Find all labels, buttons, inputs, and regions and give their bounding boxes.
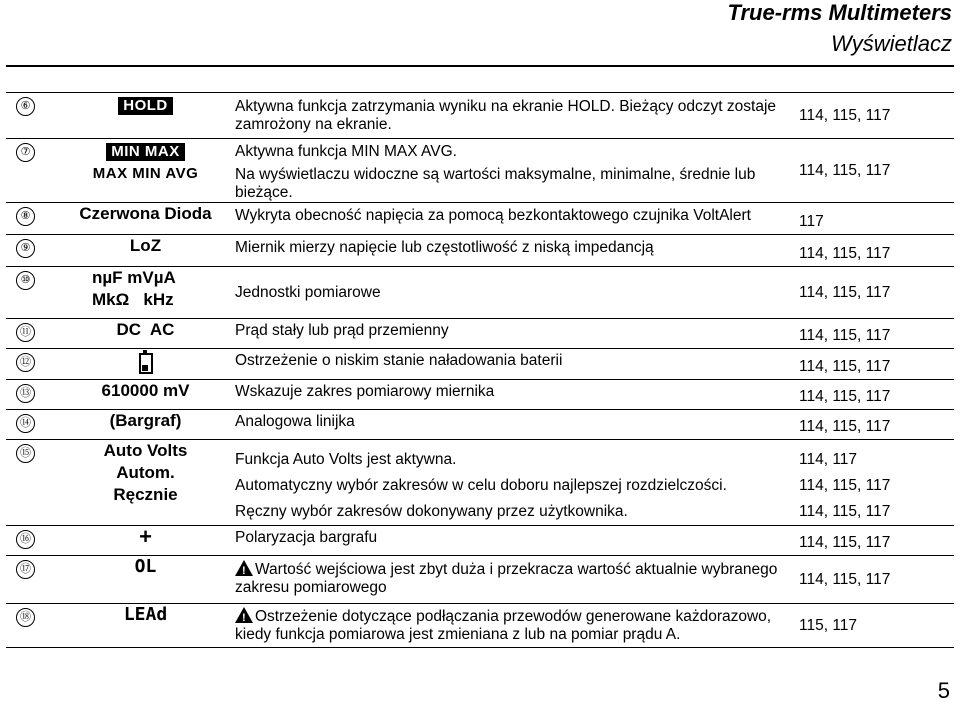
- row-description: Automatyczny wybór zakresów w celu doboru najlepszej rozdzielczości.: [235, 477, 727, 494]
- red-diode-symbol: Czerwona Dioda: [79, 204, 212, 223]
- row-models: 114, 115, 117: [799, 245, 891, 262]
- row-description: Aktywna funkcja MIN MAX AVG.: [235, 143, 457, 160]
- table-row: [6, 267, 954, 319]
- table-row: [6, 235, 954, 267]
- lead-symbol: LEAd: [123, 604, 168, 625]
- table-row: [6, 380, 954, 410]
- row-models: 114, 115, 117: [799, 477, 891, 494]
- loz-symbol: LoZ: [129, 236, 162, 255]
- row-description: Funkcja Auto Volts jest aktywna.: [235, 451, 457, 468]
- table-row: [6, 410, 954, 440]
- auto-volts-symbol: Auto Volts: [103, 441, 188, 460]
- plus-icon: +: [139, 524, 152, 549]
- dc-ac-symbol: DC AC: [116, 320, 175, 339]
- overload-symbol: OL: [134, 556, 157, 577]
- table-row: [6, 93, 954, 139]
- row-models: 114, 117: [799, 451, 858, 468]
- row-description: Polaryzacja bargrafu: [235, 529, 378, 546]
- table-row: [6, 319, 954, 349]
- min-max-symbol: MIN MAX: [106, 143, 185, 161]
- table-row: [6, 526, 954, 556]
- row-number: ⑯: [16, 530, 35, 549]
- row-models: 114, 115, 117: [799, 106, 891, 124]
- row-description: Aktywna funkcja zatrzymania wyniku na ekranie HOLD. Bieżący odczyt zostaje zamrożony na ekranie.: [235, 98, 777, 133]
- row-description: Na wyświetlaczu widoczne są wartości maksymalne, minimalne, średnie lub bieżące.: [235, 166, 756, 201]
- row-number: ⑩: [16, 271, 35, 290]
- table-row: [6, 349, 954, 380]
- table-row: [6, 604, 954, 648]
- row-models: 114, 115, 117: [799, 534, 891, 551]
- hold-symbol: HOLD: [118, 97, 173, 115]
- table-row: [6, 556, 954, 604]
- row-description: Wykryta obecność napięcia za pomocą bezkontaktowego czujnika VoltAlert: [235, 207, 751, 224]
- table-row: [6, 203, 954, 235]
- display-symbols-table: [6, 92, 954, 648]
- row-models: 114, 115, 117: [799, 161, 891, 179]
- range-symbol: 610000 mV: [101, 381, 190, 400]
- units-symbol-top: nµF mVµA: [92, 268, 176, 287]
- header-subtitle: Wyświetlacz: [830, 31, 952, 56]
- row-description: Prąd stały lub prąd przemienny: [235, 322, 449, 339]
- row-number: ⑫: [16, 353, 35, 372]
- row-models: 115, 117: [799, 616, 858, 634]
- warning-icon: [235, 607, 253, 623]
- row-models: 117: [799, 213, 824, 230]
- bargraph-symbol: (Bargraf): [109, 411, 182, 430]
- row-number: ⑥: [16, 97, 35, 116]
- row-number: ⑬: [16, 384, 35, 403]
- row-number: ⑨: [16, 239, 35, 258]
- row-models: 114, 115, 117: [799, 388, 891, 405]
- row-number: ⑮: [16, 444, 35, 463]
- row-models: 114, 115, 117: [799, 570, 891, 588]
- row-models: 114, 115, 117: [799, 358, 891, 375]
- header-title: True-rms Multimeters: [727, 0, 952, 25]
- row-number: ⑦: [16, 143, 35, 162]
- row-number: ⑭: [16, 414, 35, 433]
- manual-range-symbol: Ręcznie: [113, 485, 178, 504]
- row-number: ⑱: [16, 608, 35, 627]
- table-row: [6, 139, 954, 203]
- battery-icon: [139, 353, 153, 374]
- header-rule: [6, 65, 954, 67]
- row-number: ⑧: [16, 207, 35, 226]
- row-number: ⑪: [16, 323, 35, 342]
- row-description: Ostrzeżenie o niskim stanie naładowania baterii: [235, 352, 563, 369]
- row-description: Ostrzeżenie dotyczące podłączania przewodów generowane każdorazowo, kiedy funkcja pomiarowa jest zmieniana z lub na pomiar prądu A.: [235, 608, 772, 643]
- row-models: 114, 115, 117: [799, 503, 891, 520]
- row-models: 114, 115, 117: [799, 418, 891, 435]
- row-models: 114, 115, 117: [799, 327, 891, 344]
- row-description: Wskazuje zakres pomiarowy miernika: [235, 383, 495, 400]
- auto-range-symbol: Autom.: [116, 463, 175, 482]
- row-description: Jednostki pomiarowe: [235, 283, 381, 301]
- row-description: Ręczny wybór zakresów dokonywany przez użytkownika.: [235, 503, 628, 520]
- row-description: Wartość wejściowa jest zbyt duża i przekracza wartość aktualnie wybranego zakresu pomiarowego: [235, 561, 778, 596]
- row-description: Miernik mierzy napięcie lub częstotliwość z niską impedancją: [235, 239, 654, 256]
- page-number: 5: [937, 678, 950, 703]
- units-symbol-bottom: MkΩ kHz: [92, 290, 174, 309]
- row-models: 114, 115, 117: [799, 283, 891, 301]
- row-number: ⑰: [16, 560, 35, 579]
- table-row: [6, 440, 954, 526]
- warning-icon: [235, 560, 253, 576]
- row-description: Analogowa linijka: [235, 413, 355, 430]
- max-min-avg-symbol: MAX MIN AVG: [92, 165, 199, 182]
